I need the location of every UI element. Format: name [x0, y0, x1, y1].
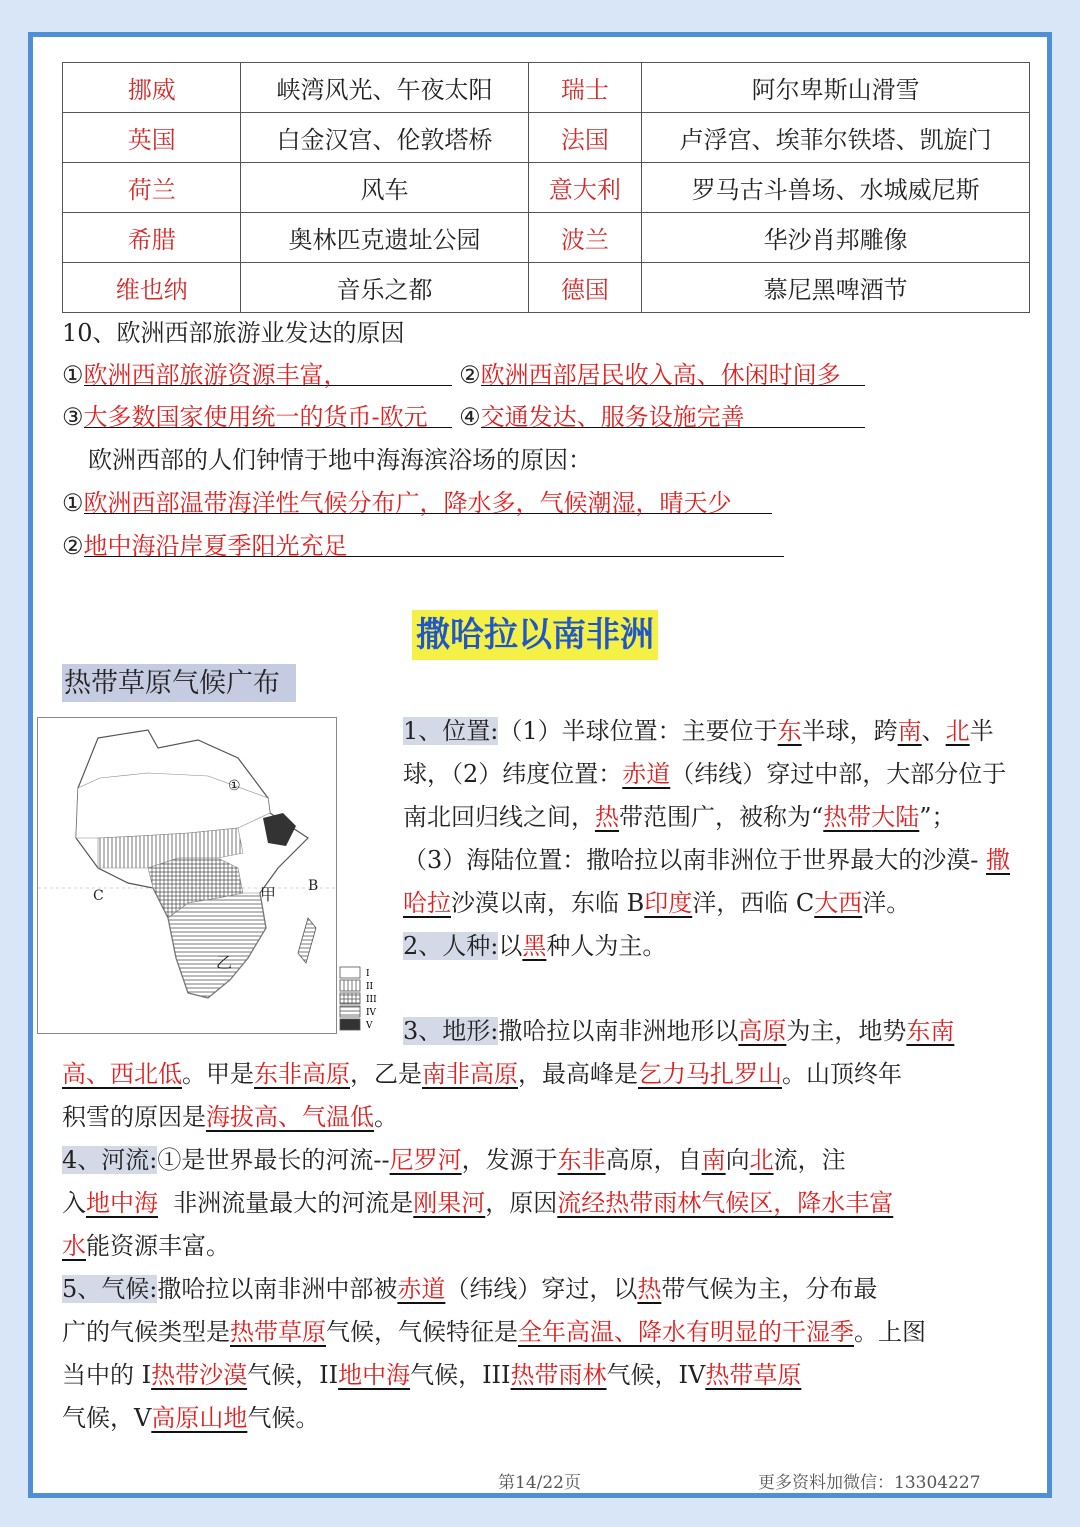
beach-question: 欧洲西部的人们钟情于地中海海滨浴场的原因：	[88, 446, 592, 474]
africa-map	[37, 717, 337, 1034]
q10-title: 10、欧洲西部旅游业发达的原因	[62, 319, 405, 347]
map-label-b: B	[308, 878, 319, 894]
position-paragraph: 1、位置:（1）半球位置：主要位于东半球，跨南、北半球，（2）纬度位置：赤道（纬线）穿过中部，大部分位于南北回归线之间，热带范围广，被称为“热带大陆”； （3）海陆位置：撒哈拉以南非洲位于世界最大的沙漠- 撒哈拉沙漠以南，东临 B印度洋，西临 C大西洋。 2、人种:以黑种人为主。	[403, 717, 1011, 960]
country-cell: 意大利	[528, 163, 642, 213]
africa-map-drawing	[38, 718, 336, 1033]
country-cell: 希腊	[63, 213, 241, 263]
page-number: 第14/22页	[498, 1473, 581, 1493]
map-label-1: ①	[228, 778, 241, 794]
country-cell: 瑞士	[528, 63, 642, 113]
sight-cell: 风车	[241, 163, 528, 213]
contact-info: 更多资料加微信：13304227	[758, 1473, 981, 1493]
q10-answer-2: 欧洲西部居民收入高、休闲时间多	[481, 355, 865, 386]
country-cell: 英国	[63, 113, 241, 163]
table-row	[63, 63, 1030, 113]
section-title: 撒哈拉以南非洲	[412, 610, 658, 660]
legend-4: IV	[366, 1008, 377, 1018]
sight-cell: 奥林匹克遗址公园	[241, 213, 528, 263]
legend-1: I	[366, 969, 370, 979]
table-row	[63, 113, 1030, 163]
map-label-yi: 乙	[216, 953, 233, 972]
beach-reason-1: ①欧洲西部温带海洋性气候分布广，降水多，气候潮湿，晴天少	[62, 483, 772, 523]
table-row	[63, 213, 1030, 263]
country-cell: 挪威	[63, 63, 241, 113]
lower-paragraphs: 3、地形:撒哈拉以南非洲地形以高原为主，地势东南 高、西北低。甲是东非高原，乙是南非高原，最高峰是乞力马扎罗山。山顶终年 积雪的原因是海拔高、气温低。 4、河流:①是世界最长的河流--尼罗河，发源于东非高原，自南向北流，注 入地中海 非洲流量最大的河流是刚果河，原因流经热带雨林气候区，降水丰富 水能资源丰富。 5、气候:撒哈拉以南非洲中部被赤道（纬线）穿过，以热带气候为主，分布最 广的气候类型是热带草原气候，气候特征是全年高温、降水有明显的干湿季。上图 当中的 I热带沙漠气候，II地中海气候，III热带雨林气候，IV热带草原 气候，V高原山地气候。	[62, 1017, 955, 1432]
sight-cell: 音乐之都	[241, 263, 528, 313]
q10-reasons-line2: ③大多数国家使用统一的货币-欧元 ④交通发达、服务设施完善	[62, 397, 865, 437]
country-cell: 法国	[528, 113, 642, 163]
legend-5: V	[366, 1021, 373, 1031]
q10-reasons-line1: ①欧洲西部旅游资源丰富， ②欧洲西部居民收入高、休闲时间多	[62, 355, 865, 395]
country-cell: 德国	[528, 263, 642, 313]
q10-answer-1: 欧洲西部旅游资源丰富，	[84, 355, 452, 386]
legend-2: II	[366, 982, 374, 992]
q10-answer-4: 交通发达、服务设施完善	[481, 397, 865, 428]
sight-cell: 白金汉宫、伦敦塔桥	[241, 113, 528, 163]
sight-cell: 峡湾风光、午夜太阳	[241, 63, 528, 113]
sight-cell: 阿尔卑斯山滑雪	[642, 63, 1030, 113]
sight-cell: 卢浮宫、埃菲尔铁塔、凯旋门	[642, 113, 1030, 163]
section-subtitle: 热带草原气候广布	[62, 664, 296, 702]
country-cell: 荷兰	[63, 163, 241, 213]
beach-reason-2: ②地中海沿岸夏季阳光充足	[62, 526, 784, 566]
table-row	[63, 263, 1030, 313]
table-row	[63, 163, 1030, 213]
map-label-jia: 甲	[260, 885, 277, 904]
country-cell: 维也纳	[63, 263, 241, 313]
sight-cell: 华沙肖邦雕像	[642, 213, 1030, 263]
sight-cell: 慕尼黑啤酒节	[642, 263, 1030, 313]
legend-3: III	[366, 995, 377, 1005]
map-label-c: C	[93, 888, 104, 904]
country-cell: 波兰	[528, 213, 642, 263]
sights-table	[62, 62, 1030, 313]
sight-cell: 罗马古斗兽场、水城威尼斯	[642, 163, 1030, 213]
q10-answer-3: 大多数国家使用统一的货币-欧元	[84, 397, 452, 428]
